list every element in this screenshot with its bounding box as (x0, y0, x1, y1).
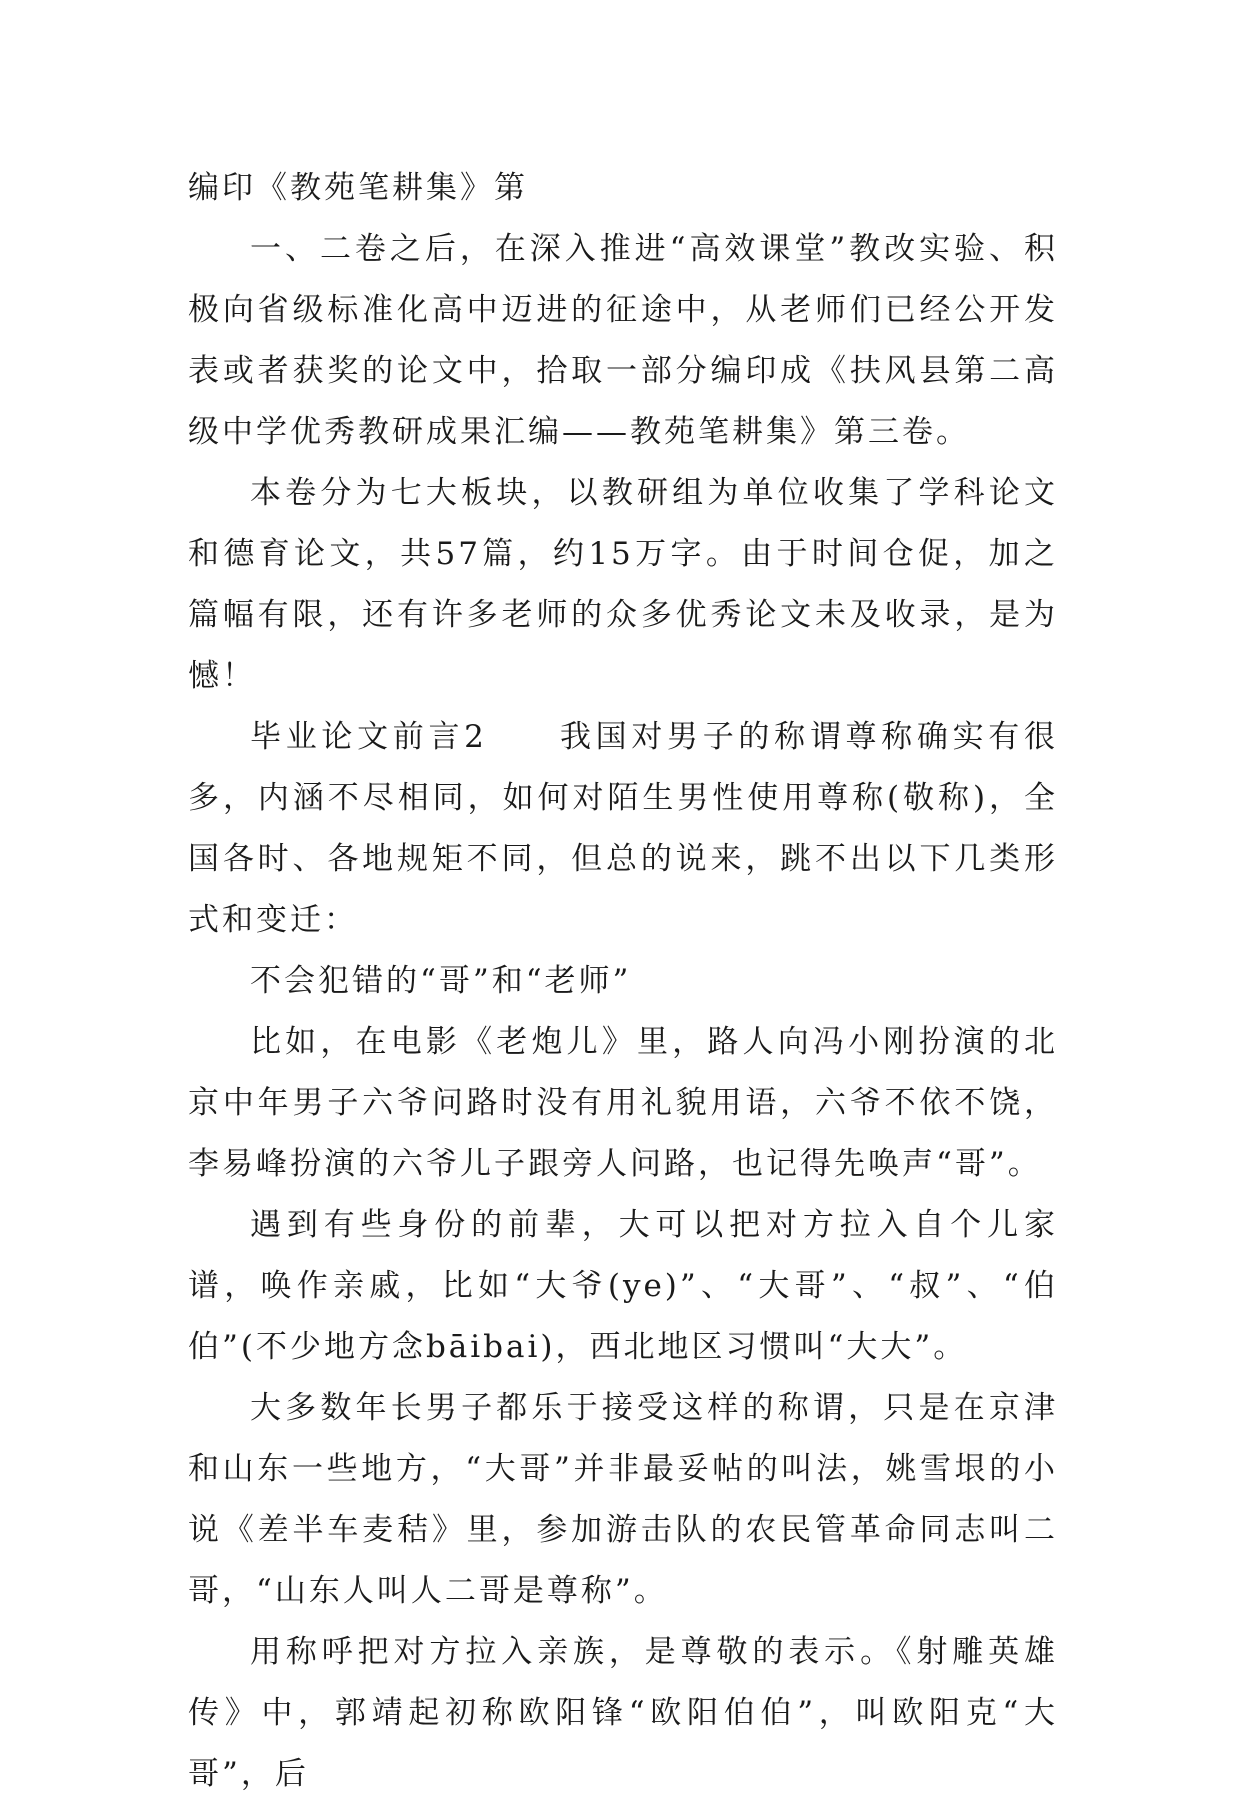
paragraph-9: 用称呼把对方拉入亲族，是尊敬的表示。《射雕英雄传》中，郭靖起初称欧阳锋“欧阳伯伯”，叫欧阳克“大哥”，后 (188, 1634, 1058, 1792)
paragraph-6: 比如，在电影《老炮儿》里，路人向冯小刚扮演的北京中年男子六爷问路时没有用礼貌用语，六爷不依不饶，李易峰扮演的六爷儿子跟旁人问路，也记得先唤声“哥”。 (188, 1024, 1058, 1182)
paragraph-2: 一、二卷之后，在深入推进“高效课堂”教改实验、积极向省级标准化高中迈进的征途中，从老师们已经公开发表或者获奖的论文中，拾取一部分编印成《扶风县第二高级中学优秀教研成果汇编——教苑笔耕集》第三卷。 (188, 231, 1058, 450)
paragraph-3: 本卷分为七大板块，以教研组为单位收集了学科论文和德育论文，共57篇，约15万字。由于时间仓促，加之篇幅有限，还有许多老师的众多优秀论文未及收录，是为憾！ (188, 475, 1058, 694)
document-body (188, 158, 1058, 1805)
paragraph-4: 毕业论文前言2 我国对男子的称谓尊称确实有很多，内涵不尽相同，如何对陌生男性使用尊称(敬称)，全国各时、各地规矩不同，但总的说来，跳不出以下几类形式和变迁： (188, 719, 1058, 938)
paragraph-8: 大多数年长男子都乐于接受这样的称谓，只是在京津和山东一些地方，“大哥”并非最妥帖的叫法，姚雪垠的小说《差半车麦秸》里，参加游击队的农民管革命同志叫二哥，“山东人叫人二哥是尊称”。 (188, 1390, 1058, 1609)
paragraph-1: 编印《教苑笔耕集》第 (188, 170, 528, 206)
paragraph-5: 不会犯错的“哥”和“老师” (250, 963, 632, 999)
paragraph-7: 遇到有些身份的前辈，大可以把对方拉入自个儿家谱，唤作亲戚，比如“大爷(ye)”、“大哥”、“叔”、“伯伯”(不少地方念bāibai)，西北地区习惯叫“大大”。 (188, 1207, 1058, 1365)
